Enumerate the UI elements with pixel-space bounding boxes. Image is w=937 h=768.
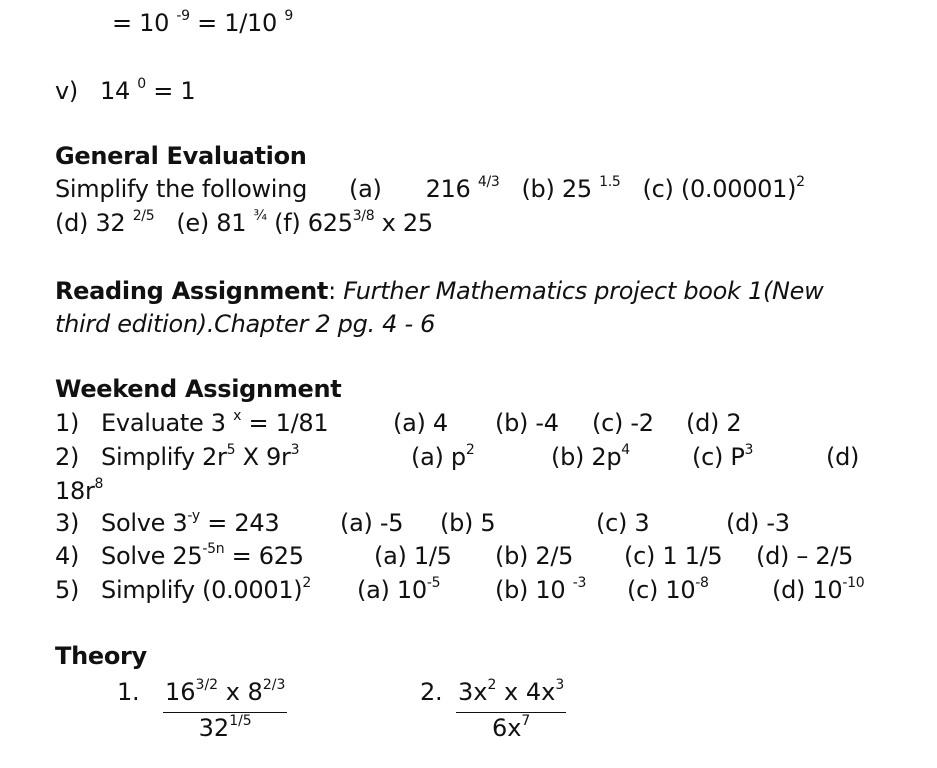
exponent: -8	[695, 575, 709, 591]
expr-text: x 25	[381, 209, 433, 237]
top-line-2	[55, 76, 195, 110]
exponent: x	[233, 408, 242, 424]
exponent: 7	[521, 713, 531, 729]
reading-text: Further Mathematics project book 1(New	[343, 277, 824, 305]
option-text: 18r	[55, 477, 95, 505]
expr-text: 32	[198, 714, 230, 742]
fraction-denominator	[163, 713, 287, 747]
exponent: 0	[137, 76, 146, 92]
exponent: 2	[465, 442, 475, 458]
exponent: 3/2	[195, 677, 219, 693]
expr-text: x 8	[225, 678, 263, 706]
option-b: (b) 25	[521, 175, 592, 203]
question-3	[55, 508, 279, 542]
exponent: 2	[302, 575, 311, 591]
expr-text: = 10	[112, 9, 170, 37]
question-4	[55, 541, 304, 575]
theory-1-fraction	[163, 677, 287, 747]
q3-option-b: (b) 5	[440, 509, 496, 537]
exponent: -10	[842, 575, 865, 591]
q3-option-d: (d) -3	[726, 509, 790, 537]
exponent: 2	[796, 174, 805, 190]
question-text: = 625	[231, 542, 304, 570]
exponent: 3	[290, 442, 300, 458]
q2-option-d: (d)	[826, 443, 860, 471]
q4-option-b: (b) 2/5	[495, 542, 574, 570]
expr-text: 6x	[491, 714, 522, 742]
q4-option-a: (a) 1/5	[374, 542, 452, 570]
exponent: -5	[426, 575, 441, 591]
fraction-numerator	[456, 677, 566, 713]
question-5	[55, 575, 311, 609]
exponent: 8	[94, 476, 104, 492]
option-f: (f) 625	[274, 209, 353, 237]
q3-option-a: (a) -5	[340, 509, 404, 537]
question-text: Solve 3	[101, 509, 188, 537]
exponent: 1.5	[599, 174, 621, 190]
question-number: 3)	[55, 509, 80, 537]
colon: :	[328, 277, 336, 305]
exponent: 1/5	[229, 713, 252, 729]
exponent: ¾	[253, 208, 267, 224]
question-number: 1)	[55, 409, 80, 437]
general-evaluation-line-2	[55, 208, 433, 242]
question-number: 2)	[55, 443, 80, 471]
q4-option-c: (c) 1 1/5	[624, 542, 723, 570]
q2-option-d-wrap	[55, 476, 103, 510]
question-number: 4)	[55, 542, 80, 570]
item-label: v)	[55, 77, 78, 105]
q5-option-a	[357, 575, 440, 609]
exponent: 3/8	[352, 208, 375, 224]
expr-text: 3x	[458, 678, 488, 706]
exponent: 4/3	[477, 174, 500, 190]
question-text: X 9r	[242, 443, 291, 471]
option-text: (b) 2p	[551, 443, 622, 471]
question-2	[55, 442, 299, 476]
question-text: = 1/81	[248, 409, 329, 437]
q1-option-a: (a) 4	[393, 409, 448, 437]
question-text: Solve 25	[101, 542, 203, 570]
q4-option-d: (d) – 2/5	[756, 542, 854, 570]
expr-text: 14	[99, 77, 130, 105]
exponent: 3	[555, 677, 565, 693]
exponent: 2	[487, 677, 497, 693]
expr-text: = 1/10	[197, 9, 277, 37]
q2-option-b	[551, 442, 630, 476]
option-e: (e) 81	[176, 209, 247, 237]
exponent: 9	[284, 8, 293, 24]
fraction-numerator	[163, 677, 287, 713]
reading-assignment-line-2: third edition).Chapter 2 pg. 4 - 6	[55, 310, 436, 338]
option-text: (d) 10	[772, 576, 843, 604]
q1-option-d: (d) 2	[686, 409, 742, 437]
theory-2-number: 2.	[420, 678, 443, 706]
exponent: 4	[621, 442, 630, 458]
reading-assignment-label: Reading Assignment	[55, 277, 329, 305]
top-line-1	[112, 8, 293, 42]
question-text: Evaluate 3	[101, 409, 226, 437]
question-number: 5)	[55, 576, 80, 604]
question-text: = 243	[207, 509, 280, 537]
general-evaluation-heading: General Evaluation	[55, 142, 307, 170]
question-text: Simplify 2r	[101, 443, 227, 471]
expr-text: x 4x	[504, 678, 556, 706]
exponent: 3	[744, 442, 754, 458]
question-1	[55, 408, 328, 442]
q2-option-a	[411, 442, 474, 476]
exponent: -3	[572, 575, 587, 591]
fraction-denominator	[456, 713, 566, 747]
q5-option-b	[495, 575, 586, 609]
exponent: -9	[176, 8, 190, 24]
q1-option-c: (c) -2	[592, 409, 654, 437]
option-text: (c) 10	[627, 576, 696, 604]
expr-text: = 1	[153, 77, 196, 105]
q5-option-c	[627, 575, 709, 609]
exponent: -5n	[202, 541, 225, 557]
intro-text: Simplify the following	[55, 175, 308, 203]
exponent: 2/3	[262, 677, 286, 693]
theory-2-fraction	[456, 677, 566, 747]
theory-heading: Theory	[55, 642, 147, 670]
theory-1-number: 1.	[117, 678, 140, 706]
q3-option-c: (c) 3	[596, 509, 650, 537]
expr-text: 16	[165, 678, 196, 706]
exponent: 2/5	[132, 208, 155, 224]
exponent: -y	[187, 508, 200, 524]
q2-option-c	[692, 442, 753, 476]
option-text: (a) 10	[357, 576, 427, 604]
option-text: (c) P	[692, 443, 745, 471]
option-text: (a) p	[411, 443, 466, 471]
exponent: 5	[226, 442, 236, 458]
general-evaluation-line-1	[55, 174, 805, 208]
option-a: (a)	[349, 175, 382, 203]
option-d: (d) 32	[55, 209, 126, 237]
weekend-assignment-heading: Weekend Assignment	[55, 375, 342, 403]
option-c: (c) (0.00001)	[642, 175, 797, 203]
reading-assignment-line-1	[55, 276, 823, 306]
option-text: (b) 10	[495, 576, 566, 604]
expr-text: 216	[425, 175, 471, 203]
q5-option-d	[772, 575, 864, 609]
q1-option-b: (b) -4	[495, 409, 559, 437]
question-text: Simplify (0.0001)	[101, 576, 303, 604]
